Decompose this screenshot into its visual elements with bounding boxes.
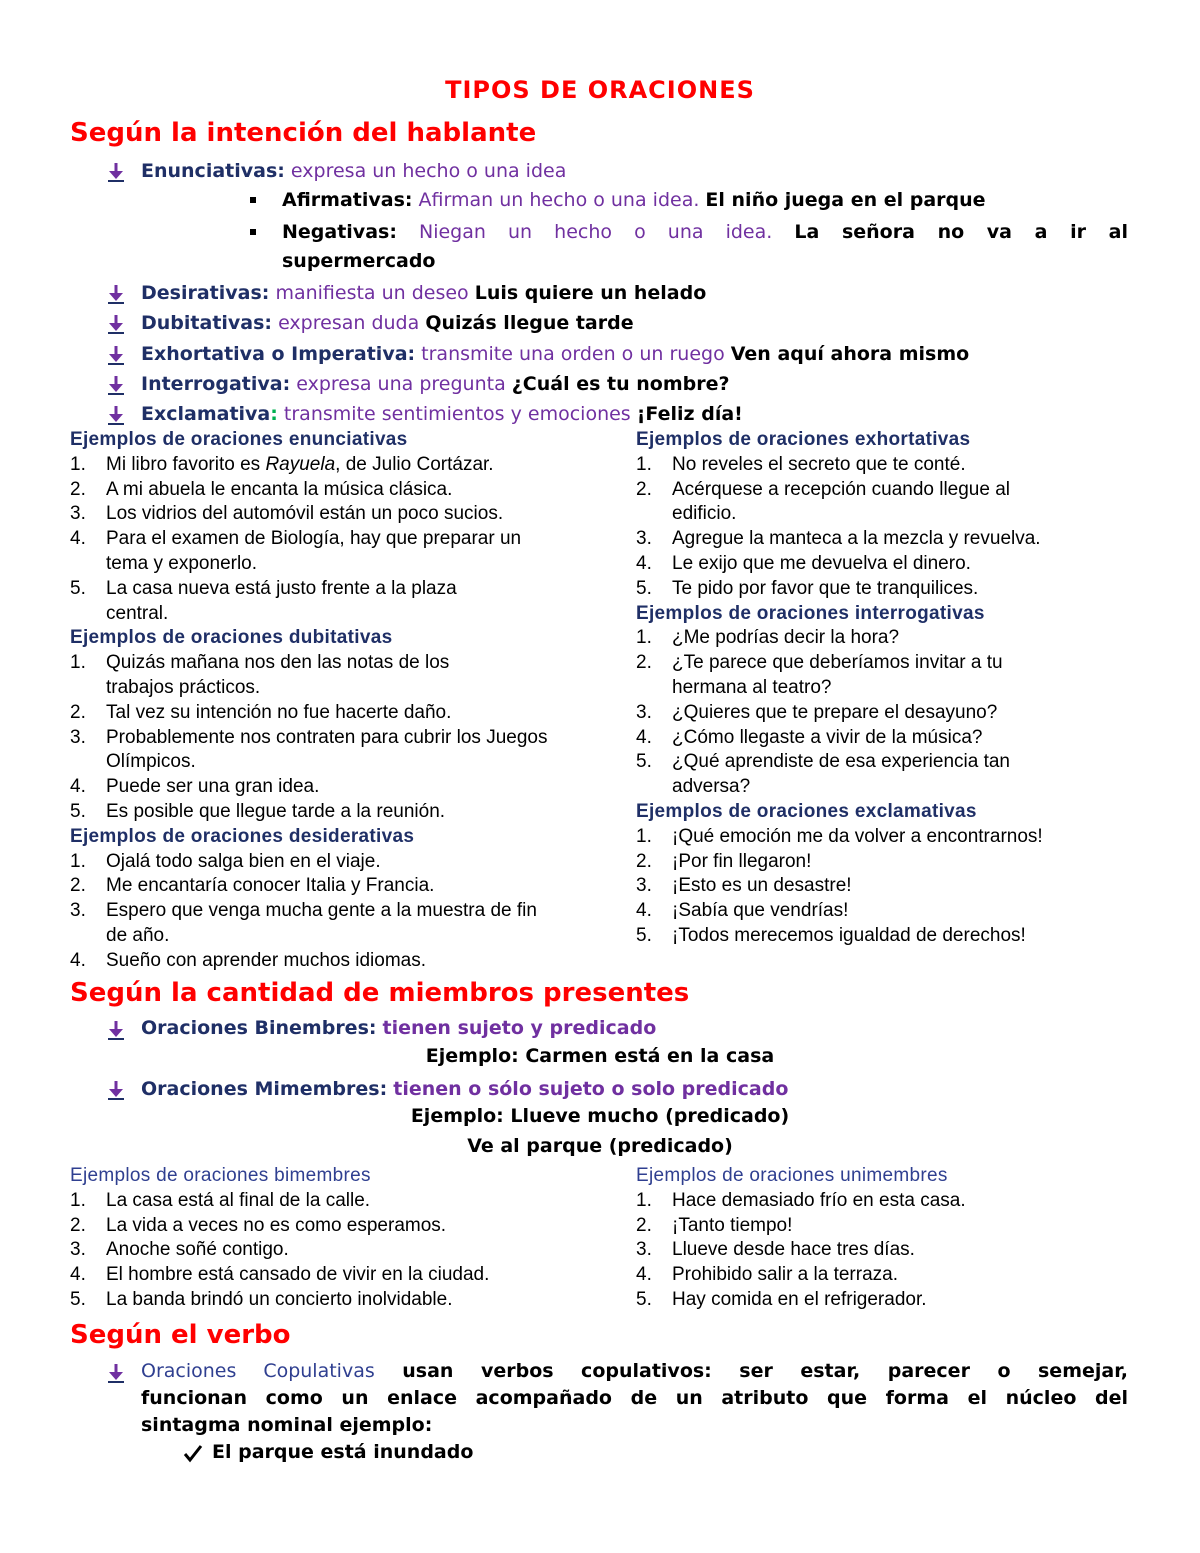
exclamativa-colon: : [270, 403, 278, 425]
dubitativas-def: expresan duda [278, 312, 420, 334]
list-item: 3. Agregue la manteca a la mezcla y revuelva. [636, 528, 1041, 550]
examples-heading-bimembres: Ejemplos de oraciones bimembres [70, 1165, 371, 1186]
arrow-bullet-icon [106, 1019, 126, 1041]
list-item: 4. El hombre está cansado de vivir en la ciudad. [70, 1264, 490, 1286]
list-item: 5. Hay comida en el refrigerador. [636, 1288, 927, 1310]
copulativas-line-2: funcionan como un enlace acompañado de un atributo que forma el núcleo del [141, 1387, 1128, 1409]
list-item: 1. Mi libro favorito es Rayuela, de Julio Cortázar. [70, 453, 494, 475]
binembres-row [141, 1014, 656, 1042]
exclamativa-term: Exclamativa [141, 403, 271, 425]
exhortativa-def: transmite una orden o un ruego [421, 343, 725, 365]
exhortativa-term: Exhortativa o Imperativa: [141, 343, 416, 365]
examples-heading-desiderativas: Ejemplos de oraciones desiderativas [70, 825, 415, 847]
arrow-bullet-icon [106, 1362, 126, 1384]
bimembres-examples-column [70, 1164, 590, 1313]
section-heading-intencion: Según la intención del hablante [70, 118, 537, 148]
afirmativas-row [282, 186, 986, 214]
negativas-row [282, 218, 1128, 246]
examples-heading-dubitativas: Ejemplos de oraciones dubitativas [70, 627, 393, 649]
list-item: 1. Ojalá todo salga bien en el viaje. [70, 850, 381, 872]
dubitativas-row [141, 309, 634, 337]
interrogativa-def: expresa una pregunta [296, 373, 506, 395]
examples-heading-exhortativas: Ejemplos de oraciones exhortativas [636, 429, 971, 450]
list-item: 3. ¿Quieres que te prepare el desayuno? [636, 701, 998, 723]
copulativas-line-1: Oraciones Copulativas usan verbos copulativos: ser estar, parecer o semejar, [141, 1360, 1129, 1382]
list-item: 2. Acérquese a recepción cuando llegue al edificio. [636, 478, 1011, 525]
desirativas-example: Luis quiere un helado [474, 282, 707, 304]
list-item: 4. ¿Cómo llegaste a vivir de la música? [636, 726, 983, 748]
examples-heading-unimembres: Ejemplos de oraciones unimembres [636, 1165, 948, 1186]
exclamativa-row [141, 400, 743, 428]
list-item: 2. A mi abuela le encanta la música clásica. [70, 478, 453, 500]
examples-heading-enunciativas: Ejemplos de oraciones enunciativas [70, 429, 408, 450]
section-heading-miembros: Según la cantidad de miembros presentes [70, 978, 690, 1008]
list-item: 2. Tal vez su intención no fue hacerte daño. [70, 701, 452, 723]
binembres-def: tienen sujeto y predicado [382, 1017, 657, 1039]
list-item: 1. Hace demasiado frío en esta casa. [636, 1189, 966, 1211]
exhortativa-row [141, 340, 969, 368]
list-item: 2. ¡Tanto tiempo! [636, 1214, 793, 1236]
enunciativas-def: expresa un hecho o una idea [290, 160, 567, 182]
list-item: 1. Quizás mañana nos den las notas de los trabajos prácticos. [70, 652, 450, 698]
list-item: 1. No reveles el secreto que te conté. [636, 453, 966, 475]
check-icon [183, 1443, 203, 1463]
list-item: 3. Los vidrios del automóvil están un poco sucios. [70, 503, 504, 525]
mimembres-row [141, 1075, 788, 1103]
square-bullet-icon [250, 197, 256, 203]
list-item: 1. ¿Me podrías decir la hora? [636, 627, 900, 649]
list-item: 2. Me encantaría conocer Italia y Francia. [70, 875, 435, 897]
list-item: 5. ¡Todos merecemos igualdad de derechos! [636, 924, 1026, 946]
document-title: TIPOS DE ORACIONES [445, 76, 755, 104]
list-item: 5. Es posible que llegue tarde a la reunión. [70, 800, 446, 822]
arrow-bullet-icon [106, 313, 126, 335]
enunciativas-term: Enunciativas: [141, 160, 285, 182]
mimembres-term: Oraciones Mimembres: [141, 1078, 388, 1100]
interrogativa-example: ¿Cuál es tu nombre? [511, 373, 730, 395]
arrow-bullet-icon [106, 161, 126, 183]
desirativas-term: Desirativas: [141, 282, 270, 304]
exclamativa-example: ¡Feliz día! [636, 403, 743, 425]
exhortativa-example: Ven aquí ahora mismo [730, 343, 970, 365]
interrogativa-row [141, 370, 730, 398]
examples-heading-interrogativas: Ejemplos de oraciones interrogativas [636, 602, 985, 624]
square-bullet-icon [250, 229, 256, 235]
examples-heading-exclamativas: Ejemplos de oraciones exclamativas [636, 800, 977, 822]
dubitativas-term: Dubitativas: [141, 312, 273, 334]
afirmativas-def: Afirman un hecho o una idea. [418, 189, 700, 211]
interrogativa-term: Interrogativa: [141, 373, 291, 395]
negativas-term: Negativas: [282, 221, 397, 243]
list-item: 1. ¡Qué emoción me da volver a encontrarnos! [636, 825, 1043, 847]
binembres-term: Oraciones Binembres: [141, 1017, 377, 1039]
list-item: 4. Para el examen de Biología, hay que preparar un tema y exponerlo. [70, 528, 522, 574]
list-item: 1. La casa está al final de la calle. [70, 1189, 371, 1211]
list-item: 5. La banda brindó un concierto inolvidable. [70, 1288, 453, 1310]
unimembres-examples-column [636, 1164, 1156, 1313]
arrow-bullet-icon [106, 1079, 126, 1101]
list-item: 4. Prohibido salir a la terraza. [636, 1264, 898, 1286]
examples-right-column [636, 428, 1156, 949]
mimembres-example-2: Ve al parque (predicado) [467, 1135, 733, 1157]
binembres-example: Ejemplo: Carmen está en la casa [425, 1045, 775, 1067]
exclamativa-def: transmite sentimientos y emociones [283, 403, 631, 425]
examples-left-column [70, 428, 590, 974]
section-heading-verbo: Según el verbo [70, 1320, 291, 1350]
afirmativas-example: El niño juega en el parque [705, 189, 986, 211]
copulativas-term: Oraciones Copulativas [141, 1360, 375, 1382]
arrow-bullet-icon [106, 374, 126, 396]
desirativas-def: manifiesta un deseo [275, 282, 469, 304]
arrow-bullet-icon [106, 283, 126, 305]
arrow-bullet-icon [106, 344, 126, 366]
list-item: 3. ¡Esto es un desastre! [636, 875, 852, 897]
list-item: 4. Puede ser una gran idea. [70, 776, 320, 798]
arrow-bullet-icon [106, 404, 126, 426]
mimembres-example-1: Ejemplo: Llueve mucho (predicado) [410, 1105, 790, 1127]
list-item: 5. Te pido por favor que te tranquilices. [636, 577, 979, 599]
list-item: 5. ¿Qué aprendiste de esa experiencia tan adversa? [636, 751, 1010, 798]
dubitativas-example: Quizás llegue tarde [425, 312, 634, 334]
copulativas-line-3: sintagma nominal ejemplo: [141, 1414, 433, 1436]
negativas-example-cont: supermercado [282, 250, 436, 272]
desirativas-row [141, 279, 706, 307]
list-item: 2. La vida a veces no es como esperamos. [70, 1214, 447, 1236]
list-item: 3. Espero que venga mucha gente a la muestra de fin de año. [70, 900, 537, 946]
negativas-def: Niegan un hecho o una idea. [419, 221, 773, 243]
list-item: 4. Le exijo que me devuelva el dinero. [636, 552, 971, 574]
list-item: 2. ¿Te parece que deberíamos invitar a tu hermana al teatro? [636, 652, 1003, 698]
negativas-example: La señora no va a ir al [794, 221, 1128, 243]
list-item: 2. ¡Por fin llegaron! [636, 850, 812, 872]
list-item: 4. Sueño con aprender muchos idiomas. [70, 949, 427, 971]
mimembres-def: tienen o sólo sujeto o solo predicado [393, 1078, 789, 1100]
enunciativas-row [141, 157, 566, 185]
list-item: 3. Anoche soñé contigo. [70, 1239, 289, 1261]
list-item: 3. Llueve desde hace tres días. [636, 1239, 915, 1261]
copulativas-example: El parque está inundado [212, 1441, 474, 1463]
afirmativas-term: Afirmativas: [282, 189, 413, 211]
list-item: 4. ¡Sabía que vendrías! [636, 900, 849, 922]
list-item: 3. Probablemente nos contraten para cubrir los Juegos Olímpicos. [70, 726, 548, 773]
list-item: 5. La casa nueva está justo frente a la plaza central. [70, 577, 457, 624]
